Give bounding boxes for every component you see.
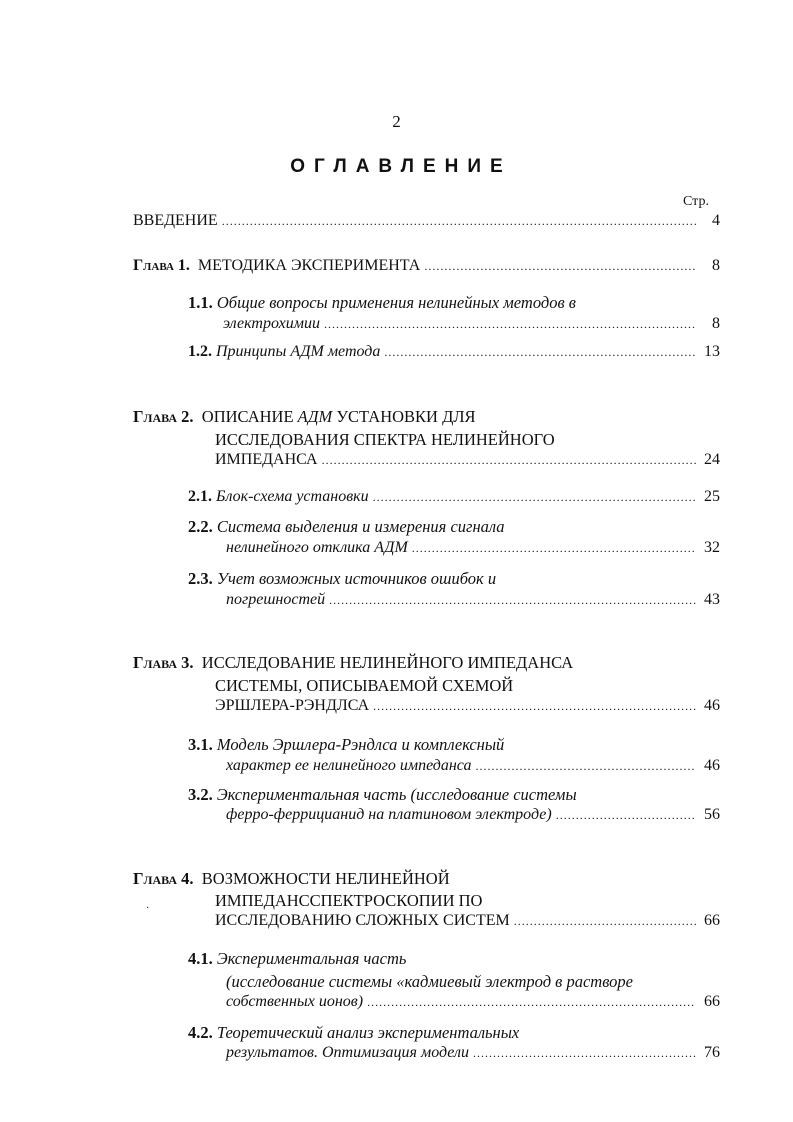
section-title-line: результатов. Оптимизация модели <box>226 1044 469 1061</box>
chapter-title-line: ИМПЕДАНСА <box>215 451 318 468</box>
section-page: 32 <box>704 539 720 556</box>
section-title-line: характер ее нелинейного импеданса <box>226 757 472 774</box>
section-number: 3.2. <box>188 785 213 804</box>
section-title-line: Модель Эршлера-Рэндлса и комплексный <box>216 735 505 754</box>
toc-entry-section-3-1-end[interactable] <box>226 757 720 779</box>
intro-title: ВВЕДЕНИЕ <box>133 212 218 229</box>
chapter-title: МЕТОДИКА ЭКСПЕРИМЕНТА <box>197 257 421 274</box>
leader-dots <box>322 453 696 468</box>
chapter-label: Глава 1. <box>133 257 190 274</box>
toc-entry-intro[interactable] <box>133 212 720 234</box>
chapter-page: 24 <box>704 451 720 468</box>
chapter-page: 8 <box>712 257 720 274</box>
section-number: 1.1. <box>188 293 213 312</box>
chapter-title-line: АДМ <box>297 407 333 426</box>
section-page: 56 <box>704 806 720 823</box>
chapter-title-line: УСТАНОВКИ ДЛЯ <box>336 407 476 426</box>
chapter-title-line: ИМПЕДАНССПЕКТРОСКОПИИ ПО <box>215 891 483 910</box>
section-title-line: электрохимии <box>223 315 320 332</box>
toc-title: ОГЛАВЛЕНИЕ <box>290 156 512 177</box>
toc-entry-section-1-1-end[interactable] <box>223 315 720 337</box>
toc-entry-section-4-1-end[interactable] <box>226 993 720 1015</box>
leader-dots <box>473 1046 696 1061</box>
page-number: 2 <box>392 112 401 131</box>
section-page: 66 <box>704 993 720 1010</box>
toc-entry-section-3-1[interactable] <box>188 734 688 756</box>
section-number: 2.2. <box>188 517 213 536</box>
toc-entry-section-1-2[interactable] <box>188 343 720 365</box>
section-page: 8 <box>712 315 720 332</box>
section-title-line: ферро-феррицианид на платиновом электроде) <box>226 806 552 823</box>
section-number: 4.1. <box>188 949 213 968</box>
section-title-line: собственных ионов) <box>226 993 364 1010</box>
section-number: 4.2. <box>188 1023 213 1042</box>
page-column-label: Стр. <box>683 194 709 209</box>
toc-entry-section-4-2[interactable] <box>188 1022 688 1044</box>
chapter-label: Глава 4. <box>133 869 194 888</box>
leader-dots <box>324 317 696 332</box>
section-title-line: Общие вопросы применения нелинейных методов в <box>216 293 576 312</box>
section-page: 76 <box>704 1044 720 1061</box>
section-page: 25 <box>704 488 720 505</box>
toc-entry-section-2-3[interactable] <box>188 568 688 590</box>
section-title-line: Принципы АДМ метода <box>216 343 381 360</box>
section-title-line: нелинейного отклика АДМ <box>226 539 408 556</box>
toc-entry-chapter-4-end[interactable] <box>215 912 720 934</box>
toc-entry-chapter-3[interactable] <box>133 652 733 674</box>
stray-mark: · <box>146 903 150 914</box>
section-title-line: погрешностей <box>226 591 326 608</box>
toc-entry-section-4-1[interactable] <box>188 948 688 970</box>
intro-page: 4 <box>712 212 720 229</box>
leader-dots <box>222 214 696 229</box>
section-page: 46 <box>704 757 720 774</box>
toc-entry-chapter-1[interactable] <box>133 257 720 279</box>
section-title-line: Система выделения и измерения сигнала <box>216 517 505 536</box>
toc-entry-chapter-3-end[interactable] <box>215 697 720 719</box>
toc-entry-section-3-2[interactable] <box>188 784 688 806</box>
leader-dots <box>329 593 696 608</box>
toc-entry-chapter-4[interactable] <box>133 868 733 890</box>
chapter-title-line: СИСТЕМЫ, ОПИСЫВАЕМОЙ СХЕМОЙ <box>215 676 514 695</box>
toc-entry-section-2-1[interactable] <box>188 488 720 510</box>
chapter-title-line: ИССЛЕДОВАНИЮ СЛОЖНЫХ СИСТЕМ <box>215 912 510 929</box>
toc-entry-section-2-2-end[interactable] <box>226 539 720 561</box>
section-title-line: Теоретический анализ экспериментальных <box>216 1023 520 1042</box>
section-number: 2.1. <box>188 488 212 505</box>
leader-dots <box>373 699 696 714</box>
section-number: 1.2. <box>188 343 212 360</box>
section-page: 13 <box>704 343 720 360</box>
section-number: 3.1. <box>188 735 213 754</box>
toc-entry-section-2-3-end[interactable] <box>226 591 720 613</box>
toc-entry-section-3-2-end[interactable] <box>226 806 720 828</box>
leader-dots <box>514 914 696 929</box>
section-title-line: Блок-схема установки <box>216 488 369 505</box>
toc-entry-chapter-2-end[interactable] <box>215 451 720 473</box>
section-number: 2.3. <box>188 569 213 588</box>
chapter-page: 46 <box>704 697 720 714</box>
chapter-page: 66 <box>704 912 720 929</box>
chapter-label: Глава 2. <box>133 407 194 426</box>
chapter-title-line: ЭРШЛЕРА-РЭНДЛСА <box>215 697 370 714</box>
chapter-label: Глава 3. <box>133 653 194 672</box>
leader-dots <box>476 759 697 774</box>
leader-dots <box>424 259 696 274</box>
section-title-line: Экспериментальная часть <box>216 949 407 968</box>
chapter-title-line: ВОЗМОЖНОСТИ НЕЛИНЕЙНОЙ <box>201 869 450 888</box>
chapter-title-line: ИССЛЕДОВАНИЯ СПЕКТРА НЕЛИНЕЙНОГО <box>215 430 555 449</box>
leader-dots <box>556 808 696 823</box>
section-title-line: Экспериментальная часть (исследование системы <box>216 785 577 804</box>
leader-dots <box>367 995 696 1010</box>
leader-dots <box>384 345 696 360</box>
toc-entry-section-4-2-end[interactable] <box>226 1044 720 1066</box>
section-title-line: (исследование системы «кадмиевый электрод в растворе <box>226 972 633 991</box>
leader-dots <box>373 490 696 505</box>
toc-entry-chapter-2[interactable] <box>133 406 693 428</box>
section-title-line: Учет возможных источников ошибок и <box>216 569 497 588</box>
chapter-title-line: ОПИСАНИЕ <box>201 407 294 426</box>
toc-entry-section-2-2[interactable] <box>188 516 688 538</box>
section-page: 43 <box>704 591 720 608</box>
leader-dots <box>412 541 696 556</box>
chapter-title-line: ИССЛЕДОВАНИЕ НЕЛИНЕЙНОГО ИМПЕДАНСА <box>201 653 574 672</box>
toc-entry-section-1-1[interactable] <box>188 292 688 314</box>
